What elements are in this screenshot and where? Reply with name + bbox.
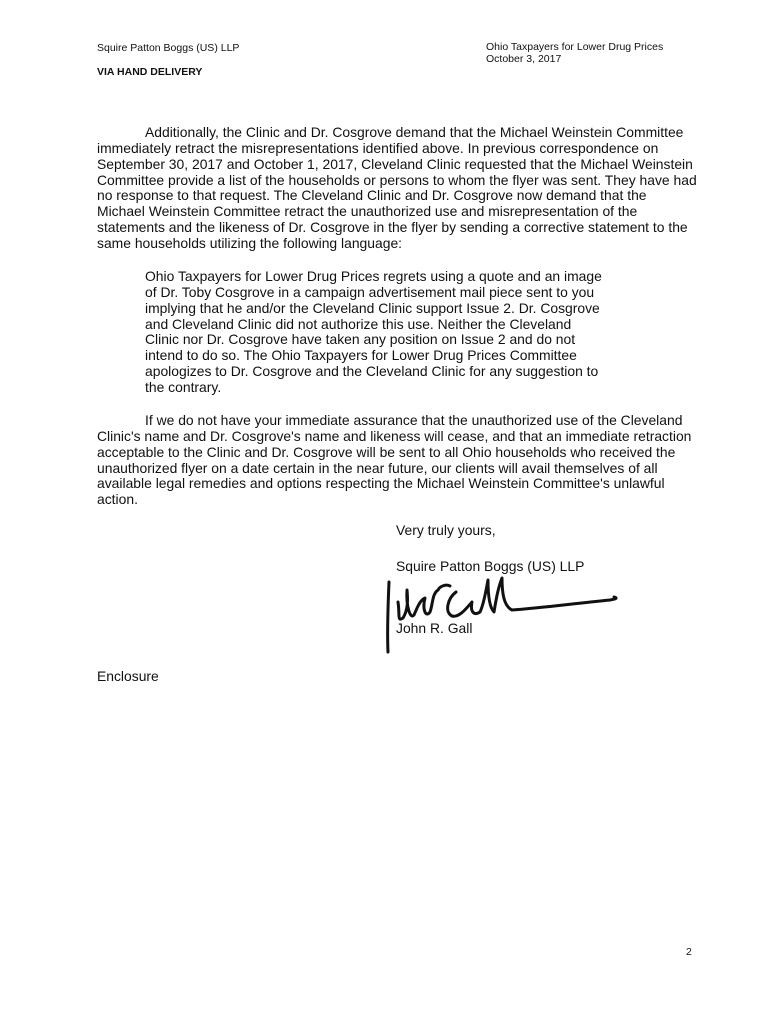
header-date: October 3, 2017 [486, 53, 562, 65]
paragraph-remedies: If we do not have your immediate assurance that the unauthorized use of the Cleveland Clinic's name and Dr. Cosgrove's name and likeness will cease, and that an immediate retraction acceptable to the Clinic and Dr. Cosgrove will be sent to all Ohio households who received the unauthorized flyer on a date certain in the near future, our clients will avail themselves of all available legal remedies and options respecting the Michael Weinstein Committee's unlawful action. [97, 412, 692, 508]
header-recipient-block [486, 41, 663, 65]
page-number: 2 [686, 946, 692, 958]
signature-firm-name: Squire Patton Boggs (US) LLP [396, 558, 585, 574]
delivery-method: VIA HAND DELIVERY [97, 66, 203, 78]
header-firm-name: Squire Patton Boggs (US) LLP [97, 42, 240, 54]
handwritten-signature [370, 560, 630, 660]
corrective-statement-quote: Ohio Taxpayers for Lower Drug Prices regrets using a quote and an image of Dr. Toby Cosgrove in a campaign advertisement mail piece sent to you implying that he and/or the Cleveland Clinic support Issue 2. Dr. Cosgrove and Cleveland Clinic did not authorize this use. Neither the Cleveland Clinic nor Dr. Cosgrove have taken any position on Issue 2 and do not intend to do so. The Ohio Taxpayers for Lower Drug Prices Committee apologizes to Dr. Cosgrove and the Cleveland Clinic for any suggestion to the contrary. [145, 268, 602, 395]
closing-salutation: Very truly yours, [396, 522, 496, 538]
enclosure-note: Enclosure [97, 668, 159, 684]
paragraph-demand: Additionally, the Clinic and Dr. Cosgrove demand that the Michael Weinstein Committee immediately retract the misrepresentations identified above. In previous correspondence on September 30, 2017 and October 1, 2017, Cleveland Clinic requested that the Michael Weinstein Committee provide a list of the households or persons to whom the flyer was sent. They have had no response to that request. The Cleveland Clinic and Dr. Cosgrove now demand that the Michael Weinstein Committee retract the unauthorized use and misrepresentation of the statements and the likeness of Dr. Cosgrove in the flyer by sending a corrective statement to the same households utilizing the following language: [97, 124, 697, 251]
signer-name: John R. Gall [396, 620, 473, 636]
header-recipient: Ohio Taxpayers for Lower Drug Prices [486, 41, 664, 53]
